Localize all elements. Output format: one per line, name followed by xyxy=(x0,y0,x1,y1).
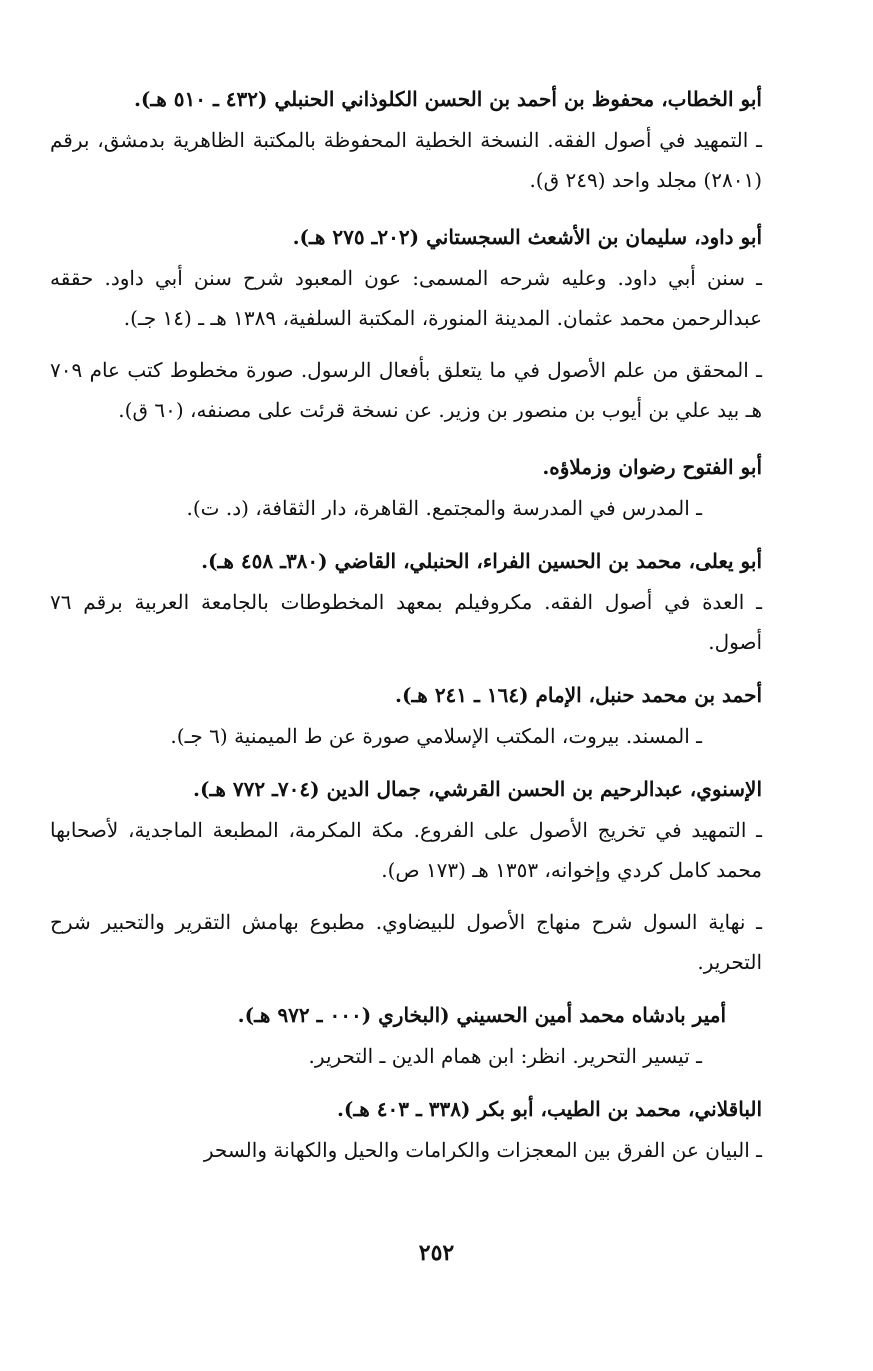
author-heading: أمير بادشاه محمد أمين الحسيني (البخاري (٠٠٠ ـ ٩٧٢ هـ). xyxy=(237,1003,726,1027)
bibliography-entry-al-baqillani xyxy=(50,1088,762,1170)
page-number: ٢٥٢ xyxy=(418,1240,455,1266)
bibliography-page xyxy=(50,78,762,1170)
work-item: ـ سنن أبي داود. وعليه شرحه المسمى: عون المعبود شرح سنن أبي داود. حققه عبدالرحمن محمد عثمان. المدينة المنورة، المكتبة السلفية، ١٣٨٩ هـ ـ (١٤ جـ). xyxy=(50,266,762,330)
bibliography-entry-abu-al-futuh xyxy=(50,446,762,528)
work-item: ـ المحقق من علم الأصول في ما يتعلق بأفعال الرسول. صورة مخطوط كتب عام ٧٠٩ هـ بيد علي بن أيوب بن منصور بن وزير. عن نسخة قرئت على مصنفه، (٦٠ ق). xyxy=(50,358,762,422)
bibliography-entry-abu-al-khattab xyxy=(50,78,762,200)
author-heading: أبو الفتوح رضوان وزملاؤه. xyxy=(542,455,762,479)
bibliography-entry-al-isnawi xyxy=(50,768,762,982)
work-item: ـ نهاية السول شرح منهاج الأصول للبيضاوي. مطبوع بهامش التقرير والتحبير شرح التحرير. xyxy=(50,910,762,974)
author-heading: الإسنوي، عبدالرحيم بن الحسن القرشي، جمال الدين (٧٠٤ـ ٧٧٢ هـ). xyxy=(193,777,762,801)
author-heading: أبو داود، سليمان بن الأشعث السجستاني (٢٠٢ـ ٢٧٥ هـ). xyxy=(292,225,762,249)
bibliography-entry-ahmad-ibn-hanbal xyxy=(50,674,762,756)
work-item: ـ التمهيد في أصول الفقه. النسخة الخطية المحفوظة بالمكتبة الظاهرية بدمشق، برقم (٢٨٠١) مجلد واحد (٢٤٩ ق). xyxy=(50,128,762,192)
work-item: ـ تيسير التحرير. انظر: ابن همام الدين ـ التحرير. xyxy=(308,1044,702,1068)
work-item: ـ المدرس في المدرسة والمجتمع. القاهرة، دار الثقافة، (د. ت). xyxy=(186,496,702,520)
author-heading: أبو يعلى، محمد بن الحسين الفراء، الحنبلي، القاضي (٣٨٠ـ ٤٥٨ هـ). xyxy=(201,549,762,573)
work-item: ـ التمهيد في تخريج الأصول على الفروع. مكة المكرمة، المطبعة الماجدية، لأصحابها محمد كامل كردي وإخوانه، ١٣٥٣ هـ (١٧٣ ص). xyxy=(50,818,762,882)
author-heading: الباقلاني، محمد بن الطيب، أبو بكر (٣٣٨ ـ ٤٠٣ هـ). xyxy=(336,1097,762,1121)
work-item: ـ البيان عن الفرق بين المعجزات والكرامات والحيل والكهانة والسحر xyxy=(203,1138,762,1162)
author-heading: أبو الخطاب، محفوظ بن أحمد بن الحسن الكلوذاني الحنبلي (٤٣٢ ـ ٥١٠ هـ). xyxy=(133,87,762,111)
bibliography-entry-abu-yala xyxy=(50,540,762,662)
bibliography-entry-abu-dawud xyxy=(50,216,762,430)
work-item: ـ المسند. بيروت، المكتب الإسلامي صورة عن ط الميمنية (٦ جـ). xyxy=(170,724,702,748)
author-heading: أحمد بن محمد حنبل، الإمام (١٦٤ ـ ٢٤١ هـ). xyxy=(395,683,762,707)
work-item: ـ العدة في أصول الفقه. مكروفيلم بمعهد المخطوطات بالجامعة العربية برقم ٧٦ أصول. xyxy=(50,590,762,654)
bibliography-entry-amir-badshah xyxy=(50,994,762,1076)
